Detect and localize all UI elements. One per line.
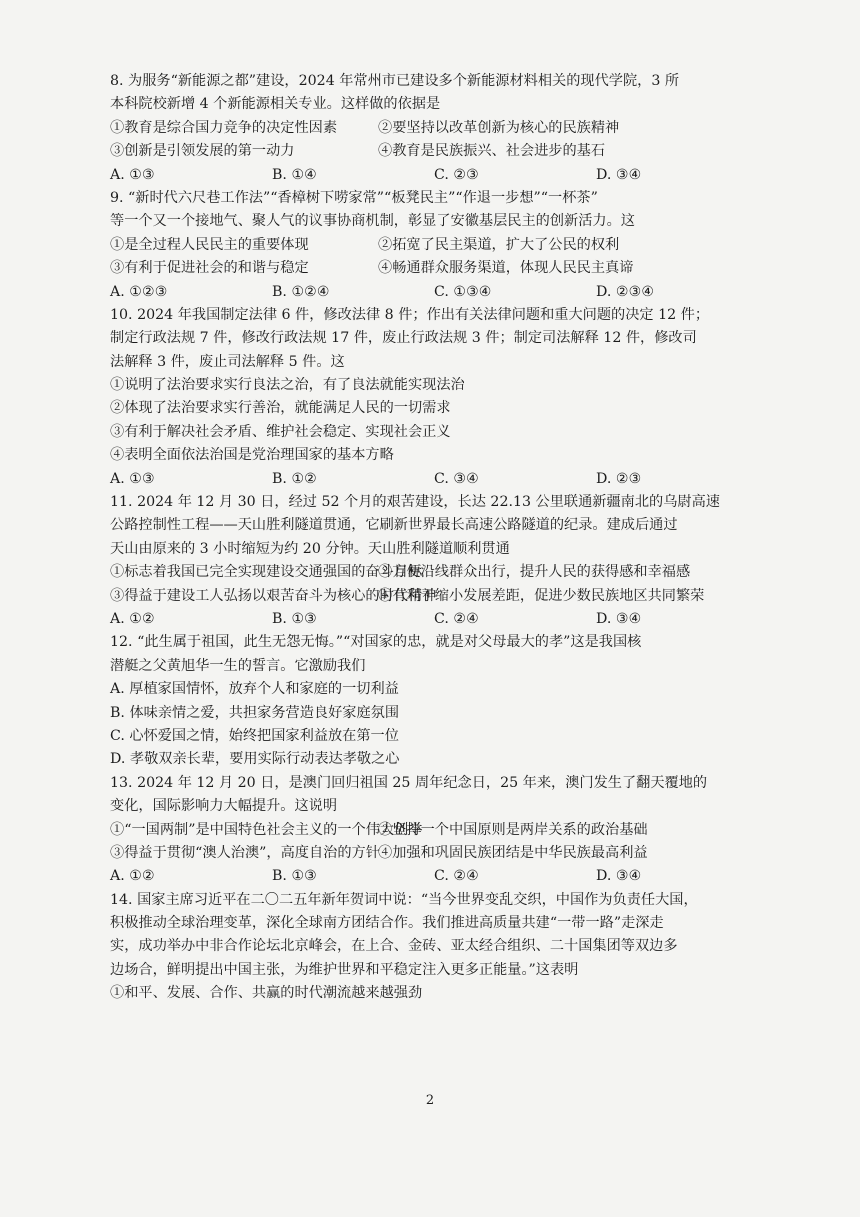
answer-choice: B. ①④ [272, 166, 317, 183]
question-stem-line: 9. “新时代六尺巷工作法”“香樟树下唠家常”“板凳民主”“作退一步想”“一杯茶” [110, 189, 598, 206]
answer-choice: C. ①③④ [434, 283, 492, 300]
question-stem-line: 潜艇之父黄旭华一生的誓言。它激励我们 [110, 657, 366, 674]
statement-row [110, 561, 760, 584]
answer-choice: A. ①② [110, 610, 155, 627]
statement-item: ③得益于建设工人弘扬以艰苦奋斗为核心的时代精神 [110, 587, 437, 604]
statement-item: ②方便沿线群众出行，提升人民的获得感和幸福感 [378, 564, 691, 581]
answer-choices [110, 281, 760, 304]
statement-item: B. 体味亲情之爱，共担家务营造良好家庭氛围 [110, 704, 400, 721]
question-stem-line: 本科院校新增 4 个新能源相关专业。这样做的依据是 [110, 96, 441, 113]
statement-item: ①说明了法治要求实行良法之治，有了良法就能实现法治 [110, 377, 465, 394]
answer-choice: A. ①②③ [110, 283, 168, 300]
answer-choice: C. ③④ [434, 470, 479, 487]
answer-choice: D. ③④ [596, 868, 642, 885]
question-stem-line: 11. 2024 年 12 月 30 日，经过 52 个月的艰苦建设，长达 22.13 公里联通新疆南北的乌尉高速 [110, 494, 720, 511]
statement-row [110, 117, 760, 140]
answer-choice: A. ①② [110, 868, 155, 885]
statement-item: ③创新是引领发展的第一动力 [110, 143, 295, 160]
question-block [110, 70, 760, 187]
answer-choice: B. ①③ [272, 868, 317, 885]
question-stem-line: 制定行政法规 7 件，修改行政法规 17 件，废止行政法规 3 件；制定司法解释 12 件，修改司 [110, 330, 697, 347]
statement-item: ②坚持一个中国原则是两岸关系的政治基础 [378, 821, 648, 838]
question-block [110, 889, 760, 1006]
question-stem-line: 实，成功举办中非合作论坛北京峰会，在上合、金砖、亚太经合组织、二十国集团等双边多 [110, 938, 678, 955]
question-stem-line: 法解释 3 件，废止司法解释 5 件。这 [110, 353, 345, 370]
question-stem-line: 公路控制性工程——天山胜利隧道贯通，它刷新世界最长高速公路隧道的纪录。建成后通过 [110, 517, 678, 534]
statement-item: ②要坚持以改革创新为核心的民族精神 [378, 119, 620, 136]
question-list [110, 70, 760, 1006]
statement-item: ①教育是综合国力竞争的决定性因素 [110, 119, 338, 136]
question-block [110, 491, 760, 631]
statement-row [110, 585, 760, 608]
question-stem-line: 边场合，鲜明提出中国主张，为维护世界和平稳定注入更多正能量。”这表明 [110, 961, 579, 978]
answer-choice: A. ①③ [110, 166, 155, 183]
answer-choice: B. ①② [272, 470, 317, 487]
answer-choices [110, 865, 760, 888]
statement-item: ①是全过程人民民主的重要体现 [110, 236, 309, 253]
statement-item: ③有利于促进社会的和谐与稳定 [110, 260, 309, 277]
statement-item: ②体现了法治要求实行善治，就能满足人民的一切需求 [110, 400, 451, 417]
statement-item: ①“一国两制”是中国特色社会主义的一个伟大创举 [110, 821, 423, 838]
answer-choice: C. ②④ [434, 868, 479, 885]
question-stem-line: 14. 国家主席习近平在二〇二五年新年贺词中说：“当今世界变乱交织，中国作为负责任大国， [110, 891, 698, 908]
page-number: 2 [425, 1093, 435, 1108]
answer-choices [110, 164, 760, 187]
answer-choice: C. ②④ [434, 610, 479, 627]
question-block [110, 772, 760, 889]
statement-item: ④表明全面依法治国是党治理国家的基本方略 [110, 447, 394, 464]
statement-item: ④有利于缩小发展差距，促进少数民族地区共同繁荣 [378, 587, 705, 604]
statement-item: D. 孝敬双亲长辈，要用实际行动表达孝敬之心 [110, 751, 400, 768]
question-stem-line: 天山由原来的 3 小时缩短为约 20 分钟。天山胜利隧道顺利贯通 [110, 540, 510, 557]
statement-row [110, 819, 760, 842]
statement-row [110, 842, 760, 865]
question-stem-line: 13. 2024 年 12 月 20 日，是澳门回归祖国 25 周年纪念日，25 年来，澳门发生了翻天覆地的 [110, 774, 708, 791]
question-stem-line: 变化，国际影响力大幅提升。这说明 [110, 798, 338, 815]
answer-choice: B. ①②④ [272, 283, 330, 300]
statement-item: ④畅通群众服务渠道，体现人民民主真谛 [378, 260, 634, 277]
statement-item: ④教育是民族振兴、社会进步的基石 [378, 143, 606, 160]
answer-choice: D. ③④ [596, 166, 642, 183]
answer-choice: D. ③④ [596, 610, 642, 627]
question-stem-line: 10. 2024 年我国制定法律 6 件，修改法律 8 件；作出有关法律问题和重大问题的决定 12 件； [110, 306, 710, 323]
answer-choices [110, 468, 760, 491]
answer-choices [110, 608, 760, 631]
statement-item: ①和平、发展、合作、共赢的时代潮流越来越强劲 [110, 985, 423, 1002]
statement-item: ③有利于解决社会矛盾、维护社会稳定、实现社会正义 [110, 423, 451, 440]
statement-item: ①标志着我国已完全实现建设交通强国的奋斗目标 [110, 564, 423, 581]
statement-item: ④加强和巩固民族团结是中华民族最高利益 [378, 844, 648, 861]
statement-item: C. 心怀爱国之情，始终把国家利益放在第一位 [110, 727, 399, 744]
statement-row [110, 234, 760, 257]
answer-choice: A. ①③ [110, 470, 155, 487]
statement-item: ③得益于贯彻“澳人治澳”，高度自治的方针 [110, 844, 380, 861]
answer-choice: D. ②③④ [596, 283, 655, 300]
answer-choice: C. ②③ [434, 166, 479, 183]
question-stem-line: 积极推动全球治理变革，深化全球南方团结合作。我们推进高质量共建“一带一路”走深走 [110, 915, 664, 932]
question-block [110, 631, 760, 771]
question-stem-line: 8. 为服务“新能源之都”建设，2024 年常州市已建设多个新能源材料相关的现代学院，3 所 [110, 73, 680, 89]
answer-choice: D. ②③ [596, 470, 642, 487]
question-block [110, 304, 760, 491]
question-stem-line: 12. “此生属于祖国，此生无怨无悔。”“对国家的忠，就是对父母最大的孝”这是我国核 [110, 634, 642, 651]
statement-item: ②拓宽了民主渠道，扩大了公民的权利 [378, 236, 620, 253]
statement-row [110, 257, 760, 280]
statement-item: A. 厚植家国情怀，放弃个人和家庭的一切利益 [110, 681, 399, 698]
statement-row [110, 140, 760, 163]
question-stem-line: 等一个又一个接地气、聚人气的议事协商机制，彰显了安徽基层民主的创新活力。这 [110, 213, 635, 230]
answer-choice: B. ①③ [272, 610, 317, 627]
question-block [110, 187, 760, 304]
